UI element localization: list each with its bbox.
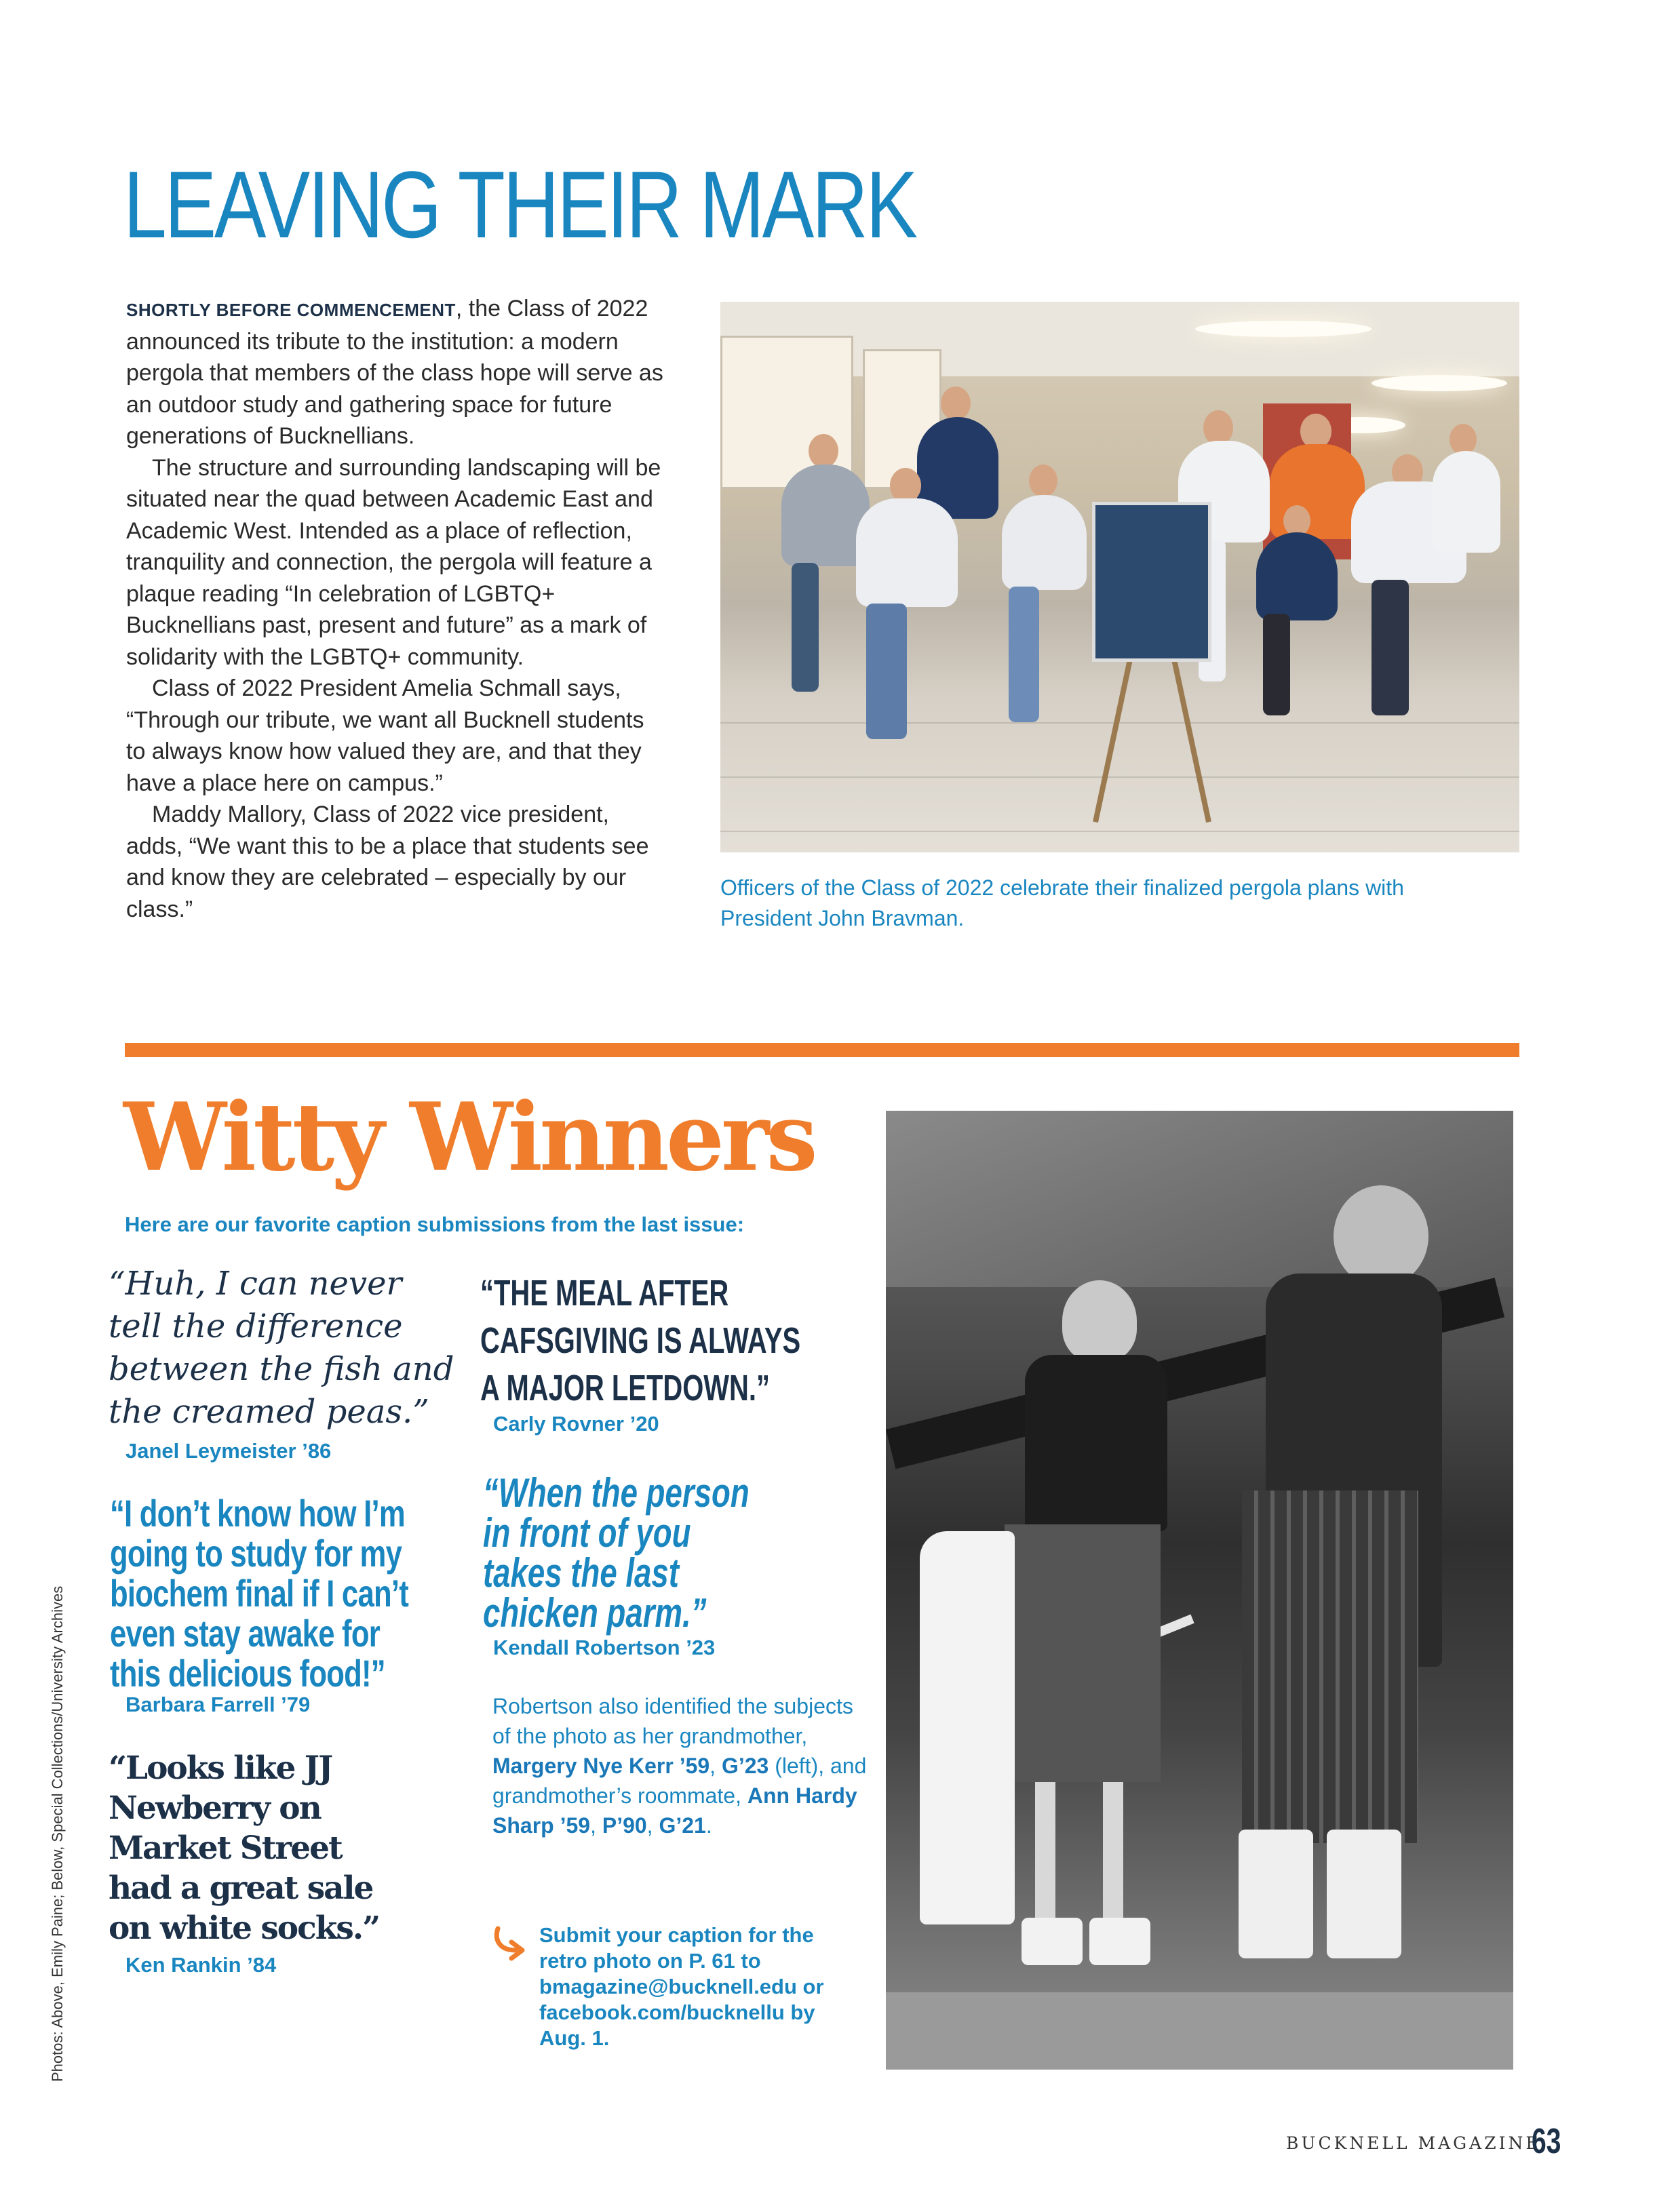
quote-5-credit: Kendall Robertson ’23 <box>493 1636 716 1659</box>
caption-quote-1: “Huh, I can never tell the difference between the fish and the creamed peas.” <box>109 1265 454 1431</box>
paragraph-1: SHORTLY BEFORE COMMENCEMENT, the Class of 2022 announced its tribute to the institution: a modern pergola that members of the class hope will serve as an outdoor study and gathering space for future generations of Bucknellians. <box>126 296 663 449</box>
article-body <box>126 293 669 925</box>
quote-4-credit: Carly Rovner ’20 <box>493 1412 659 1436</box>
robertson-note: Robertson also identified the subjects of the photo as her grandmother, Margery Nye Kerr ’59, G’23 (left), and grandmother’s roommate, Ann Hardy Sharp ’59, P’90, G’21. <box>492 1694 867 1838</box>
section-title: Witty Winners <box>123 1082 815 1192</box>
caption-quote-3: “Looks like JJ Newberry on Market Street had a great sale on white socks.” <box>109 1750 380 1947</box>
quote-1-credit: Janel Leymeister ’86 <box>125 1439 332 1463</box>
paragraph-2: The structure and surrounding landscaping will be situated near the quad between Academic East and Academic West. Intended as a place of reflection, tranquility and connection, the pergola will feature a plaque reading “In celebration of LGBTQ+ Bucknellians past, present and future” as a mark of solidarity with the LGBTQ+ community. <box>126 454 661 670</box>
submit-caption-note: Submit your caption for the retro photo on P. 61 to bmagazine@bucknell.edu or facebook.com/bucknellu by Aug. 1. <box>539 1923 824 2050</box>
section-subtitle: Here are our favorite caption submissions from the last issue: <box>125 1212 745 1236</box>
photo-caption: Officers of the Class of 2022 celebrate their finalized pergola plans with President John Bravman. <box>720 875 1404 930</box>
paragraph-3: Class of 2022 President Amelia Schmall says, “Through our tribute, we want all Bucknell students to always know how valued they are, and that they have a place here on campus.” <box>126 675 644 796</box>
page-number: 63 <box>1532 2122 1561 2161</box>
photo-credit: Photos: Above, Emily Paine; Below, Special Collections/University Archives <box>49 1585 66 2082</box>
retro-dining-photo <box>886 1111 1513 2070</box>
curved-arrow-icon <box>491 1924 529 1962</box>
footer-magazine-name: BUCKNELL MAGAZINE <box>1286 2133 1541 2153</box>
class-officers-photo <box>720 302 1519 852</box>
caption-quote-4: “THE MEAL AFTER CAFSGIVING IS ALWAYS A MAJOR LETDOWN.” <box>480 1273 801 1408</box>
caption-quote-2: “I don’t know how I’m going to study for my biochem final if I can’t even stay awake for this delicious food!” <box>110 1492 408 1695</box>
caption-quote-5: “When the person in front of you takes the last chicken parm.” <box>483 1470 750 1636</box>
paragraph-4: Maddy Mallory, Class of 2022 vice president, adds, “We want this to be a place that students see and know they are celebrated – especially by our class.” <box>126 802 649 922</box>
quote-3-credit: Ken Rankin ’84 <box>125 1953 277 1977</box>
section-divider <box>125 1043 1519 1057</box>
pergola-plan-board <box>1092 502 1211 662</box>
quote-2-credit: Barbara Farrell ’79 <box>125 1693 311 1716</box>
lead-in: SHORTLY BEFORE COMMENCEMENT <box>126 300 456 320</box>
article-title: LEAVING THEIR MARK <box>123 151 916 258</box>
